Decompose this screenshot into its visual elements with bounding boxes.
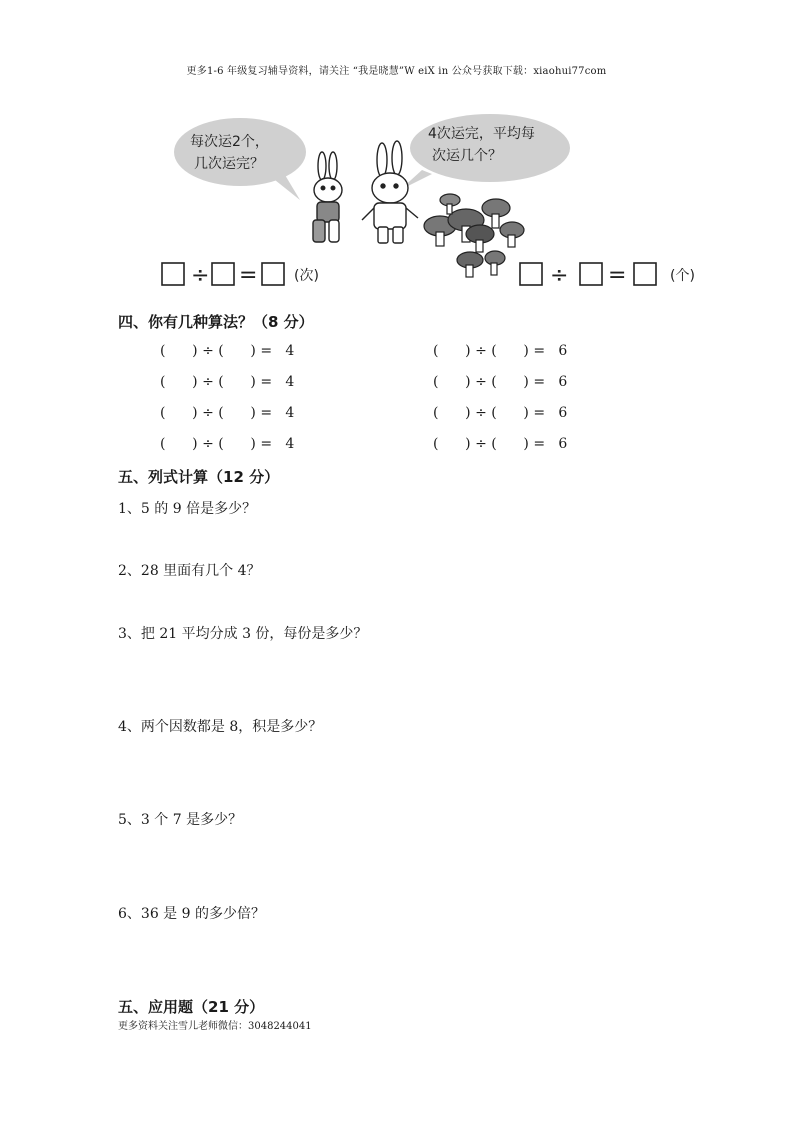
speech-bubble-right	[400, 114, 570, 190]
answer-box	[520, 263, 542, 285]
illustration	[150, 108, 740, 298]
question-1: 1、5 的 9 倍是多少？	[118, 501, 257, 517]
equation-row: ( ) ÷ ( ) = 4	[160, 436, 295, 452]
rabbit-large-icon	[362, 141, 418, 243]
equation-row: ( ) ÷ ( ) = 4	[160, 374, 295, 390]
divide-sign: ÷	[191, 263, 210, 288]
answer-box	[262, 263, 284, 285]
equation-row: ( ) ÷ ( ) = 4	[160, 405, 295, 421]
answer-box	[634, 263, 656, 285]
equation-row: ( ) ÷ ( ) = 6	[433, 436, 568, 452]
equation-row: ( ) ÷ ( ) = 6	[433, 343, 568, 359]
equation-row: ( ) ÷ ( ) = 4	[160, 343, 295, 359]
equation-left	[162, 263, 319, 288]
question-6: 6、36 是 9 的多少倍？	[118, 906, 265, 922]
header-note: 更多1-6 年级复习辅导资料，请关注 “我是晓慧”W eiX in 公众号获取下载：xiaohui77com	[186, 66, 607, 77]
answer-box	[580, 263, 602, 285]
equals-sign: =	[608, 263, 627, 288]
equals-sign: =	[239, 263, 258, 288]
unit-label: (个)	[670, 268, 695, 284]
mushrooms-icon	[424, 194, 524, 277]
question-4: 4、两个因数都是 8，积是多少？	[118, 719, 323, 735]
speech-bubble-left	[174, 118, 306, 200]
question-3: 3、把 21 平均分成 3 份，每份是多少？	[118, 626, 368, 642]
equation-right	[520, 263, 695, 288]
rabbit-small-icon	[313, 152, 342, 242]
bubble-right-line2: 次运几个？	[432, 148, 502, 164]
section-5-title: 五、列式计算（12 分）	[118, 468, 280, 486]
unit-label: (次)	[294, 268, 319, 284]
equation-row: ( ) ÷ ( ) = 6	[433, 374, 568, 390]
answer-box	[212, 263, 234, 285]
bubble-left-line2: 几次运完？	[194, 156, 264, 172]
question-5: 5、3 个 7 是多少？	[118, 812, 243, 828]
answer-box	[162, 263, 184, 285]
footer-note: 更多资料关注雪儿老师微信：3048244041	[118, 1021, 312, 1032]
bubble-left-line1: 每次运2个，	[190, 134, 269, 150]
divide-sign: ÷	[550, 263, 569, 288]
section-6-title: 五、应用题（21 分）	[118, 998, 265, 1016]
bubble-right-line1: 4次运完，平均每	[428, 126, 535, 142]
equation-row: ( ) ÷ ( ) = 6	[433, 405, 568, 421]
question-2: 2、28 里面有几个 4？	[118, 563, 261, 579]
section-4-title: 四、你有几种算法？（8 分）	[118, 313, 314, 331]
